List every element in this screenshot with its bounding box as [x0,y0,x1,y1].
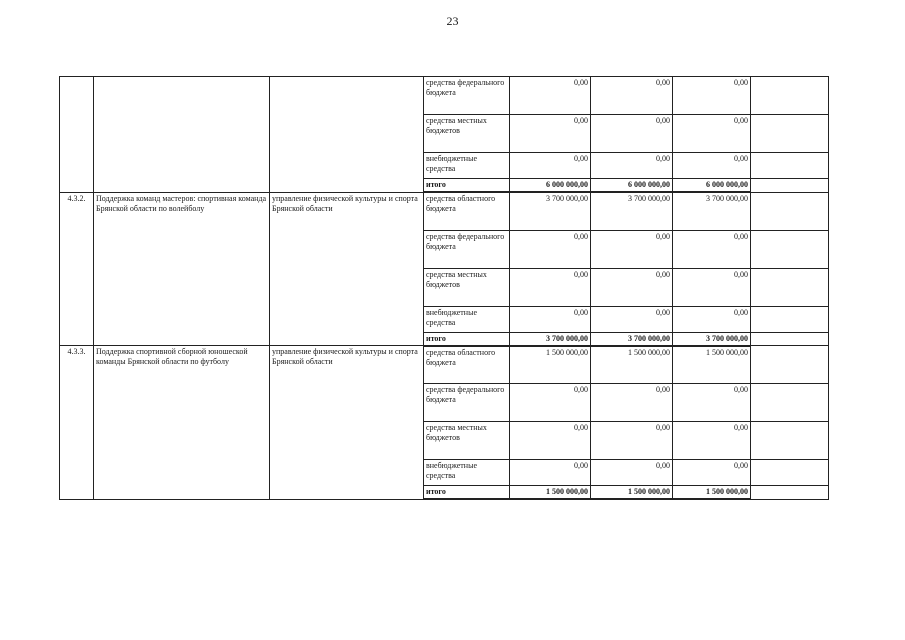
amount-cell: 0,00 [510,77,591,115]
amount-cell: 1 500 000,00 [673,346,751,384]
empty-cell [751,346,829,384]
item-number: 4.3.2. [60,192,94,346]
item-executor: управление физической культуры и спорта Брянской области [270,346,424,500]
amount-cell: 0,00 [673,115,751,153]
funding-source-cell: внебюджетные средства [424,460,510,486]
funding-source-cell: средства областного бюджета [424,346,510,384]
amount-cell: 3 700 000,00 [510,332,591,346]
amount-cell: 1 500 000,00 [591,346,673,384]
amount-cell: 0,00 [673,384,751,422]
empty-cell [751,332,829,346]
empty-cell [751,153,829,179]
empty-cell [751,179,829,193]
empty-cell [751,486,829,500]
empty-cell [751,268,829,306]
empty-cell [751,422,829,460]
amount-cell: 0,00 [673,77,751,115]
funding-source-cell: внебюджетные средства [424,153,510,179]
amount-cell: 3 700 000,00 [673,332,751,346]
amount-cell: 0,00 [510,230,591,268]
amount-cell: 0,00 [591,384,673,422]
empty-cell [751,460,829,486]
amount-cell: 0,00 [510,422,591,460]
amount-cell: 0,00 [591,306,673,332]
amount-cell: 1 500 000,00 [673,486,751,500]
empty-cell [751,384,829,422]
empty-cell [751,230,829,268]
funding-source-cell: средства федерального бюджета [424,77,510,115]
amount-cell: 3 700 000,00 [591,332,673,346]
table-row [60,77,829,115]
amount-cell: 0,00 [591,153,673,179]
amount-cell: 1 500 000,00 [510,346,591,384]
item-name: Поддержка спортивной сборной юношеской команды Брянской области по футболу [94,346,270,500]
budget-table [59,76,829,500]
amount-cell: 1 500 000,00 [510,486,591,500]
amount-cell: 0,00 [510,153,591,179]
amount-cell: 0,00 [510,460,591,486]
amount-cell: 0,00 [591,422,673,460]
funding-source-cell: итого [424,332,510,346]
amount-cell: 0,00 [510,115,591,153]
amount-cell: 3 700 000,00 [510,192,591,230]
amount-cell: 0,00 [673,422,751,460]
amount-cell: 6 000 000,00 [591,179,673,193]
amount-cell: 0,00 [510,306,591,332]
name-cell [94,77,270,193]
amount-cell: 0,00 [673,268,751,306]
item-executor: управление физической культуры и спорта Брянской области [270,192,424,346]
funding-source-cell: итого [424,486,510,500]
amount-cell: 0,00 [591,460,673,486]
amount-cell: 0,00 [673,230,751,268]
item-number: 4.3.3. [60,346,94,500]
amount-cell: 0,00 [510,384,591,422]
table-row [60,192,829,230]
amount-cell: 3 700 000,00 [673,192,751,230]
amount-cell: 0,00 [591,77,673,115]
table-body [60,77,829,500]
empty-cell [751,192,829,230]
funding-source-cell: средства федерального бюджета [424,384,510,422]
amount-cell: 6 000 000,00 [673,179,751,193]
amount-cell: 1 500 000,00 [591,486,673,500]
item-name: Поддержка команд мастеров: спортивная команда Брянской области по волейболу [94,192,270,346]
amount-cell: 0,00 [591,115,673,153]
amount-cell: 3 700 000,00 [591,192,673,230]
executor-cell [270,77,424,193]
funding-source-cell: внебюджетные средства [424,306,510,332]
funding-source-cell: средства местных бюджетов [424,268,510,306]
funding-source-cell: средства местных бюджетов [424,422,510,460]
amount-cell: 6 000 000,00 [510,179,591,193]
amount-cell: 0,00 [673,306,751,332]
table-row [60,346,829,384]
funding-source-cell: средства областного бюджета [424,192,510,230]
number-cell [60,77,94,193]
funding-source-cell: средства местных бюджетов [424,115,510,153]
amount-cell: 0,00 [591,268,673,306]
funding-source-cell: средства федерального бюджета [424,230,510,268]
amount-cell: 0,00 [673,153,751,179]
funding-source-cell: итого [424,179,510,193]
page-number: 23 [446,14,459,28]
empty-cell [751,115,829,153]
amount-cell: 0,00 [591,230,673,268]
amount-cell: 0,00 [510,268,591,306]
empty-cell [751,306,829,332]
empty-cell [751,77,829,115]
amount-cell: 0,00 [673,460,751,486]
